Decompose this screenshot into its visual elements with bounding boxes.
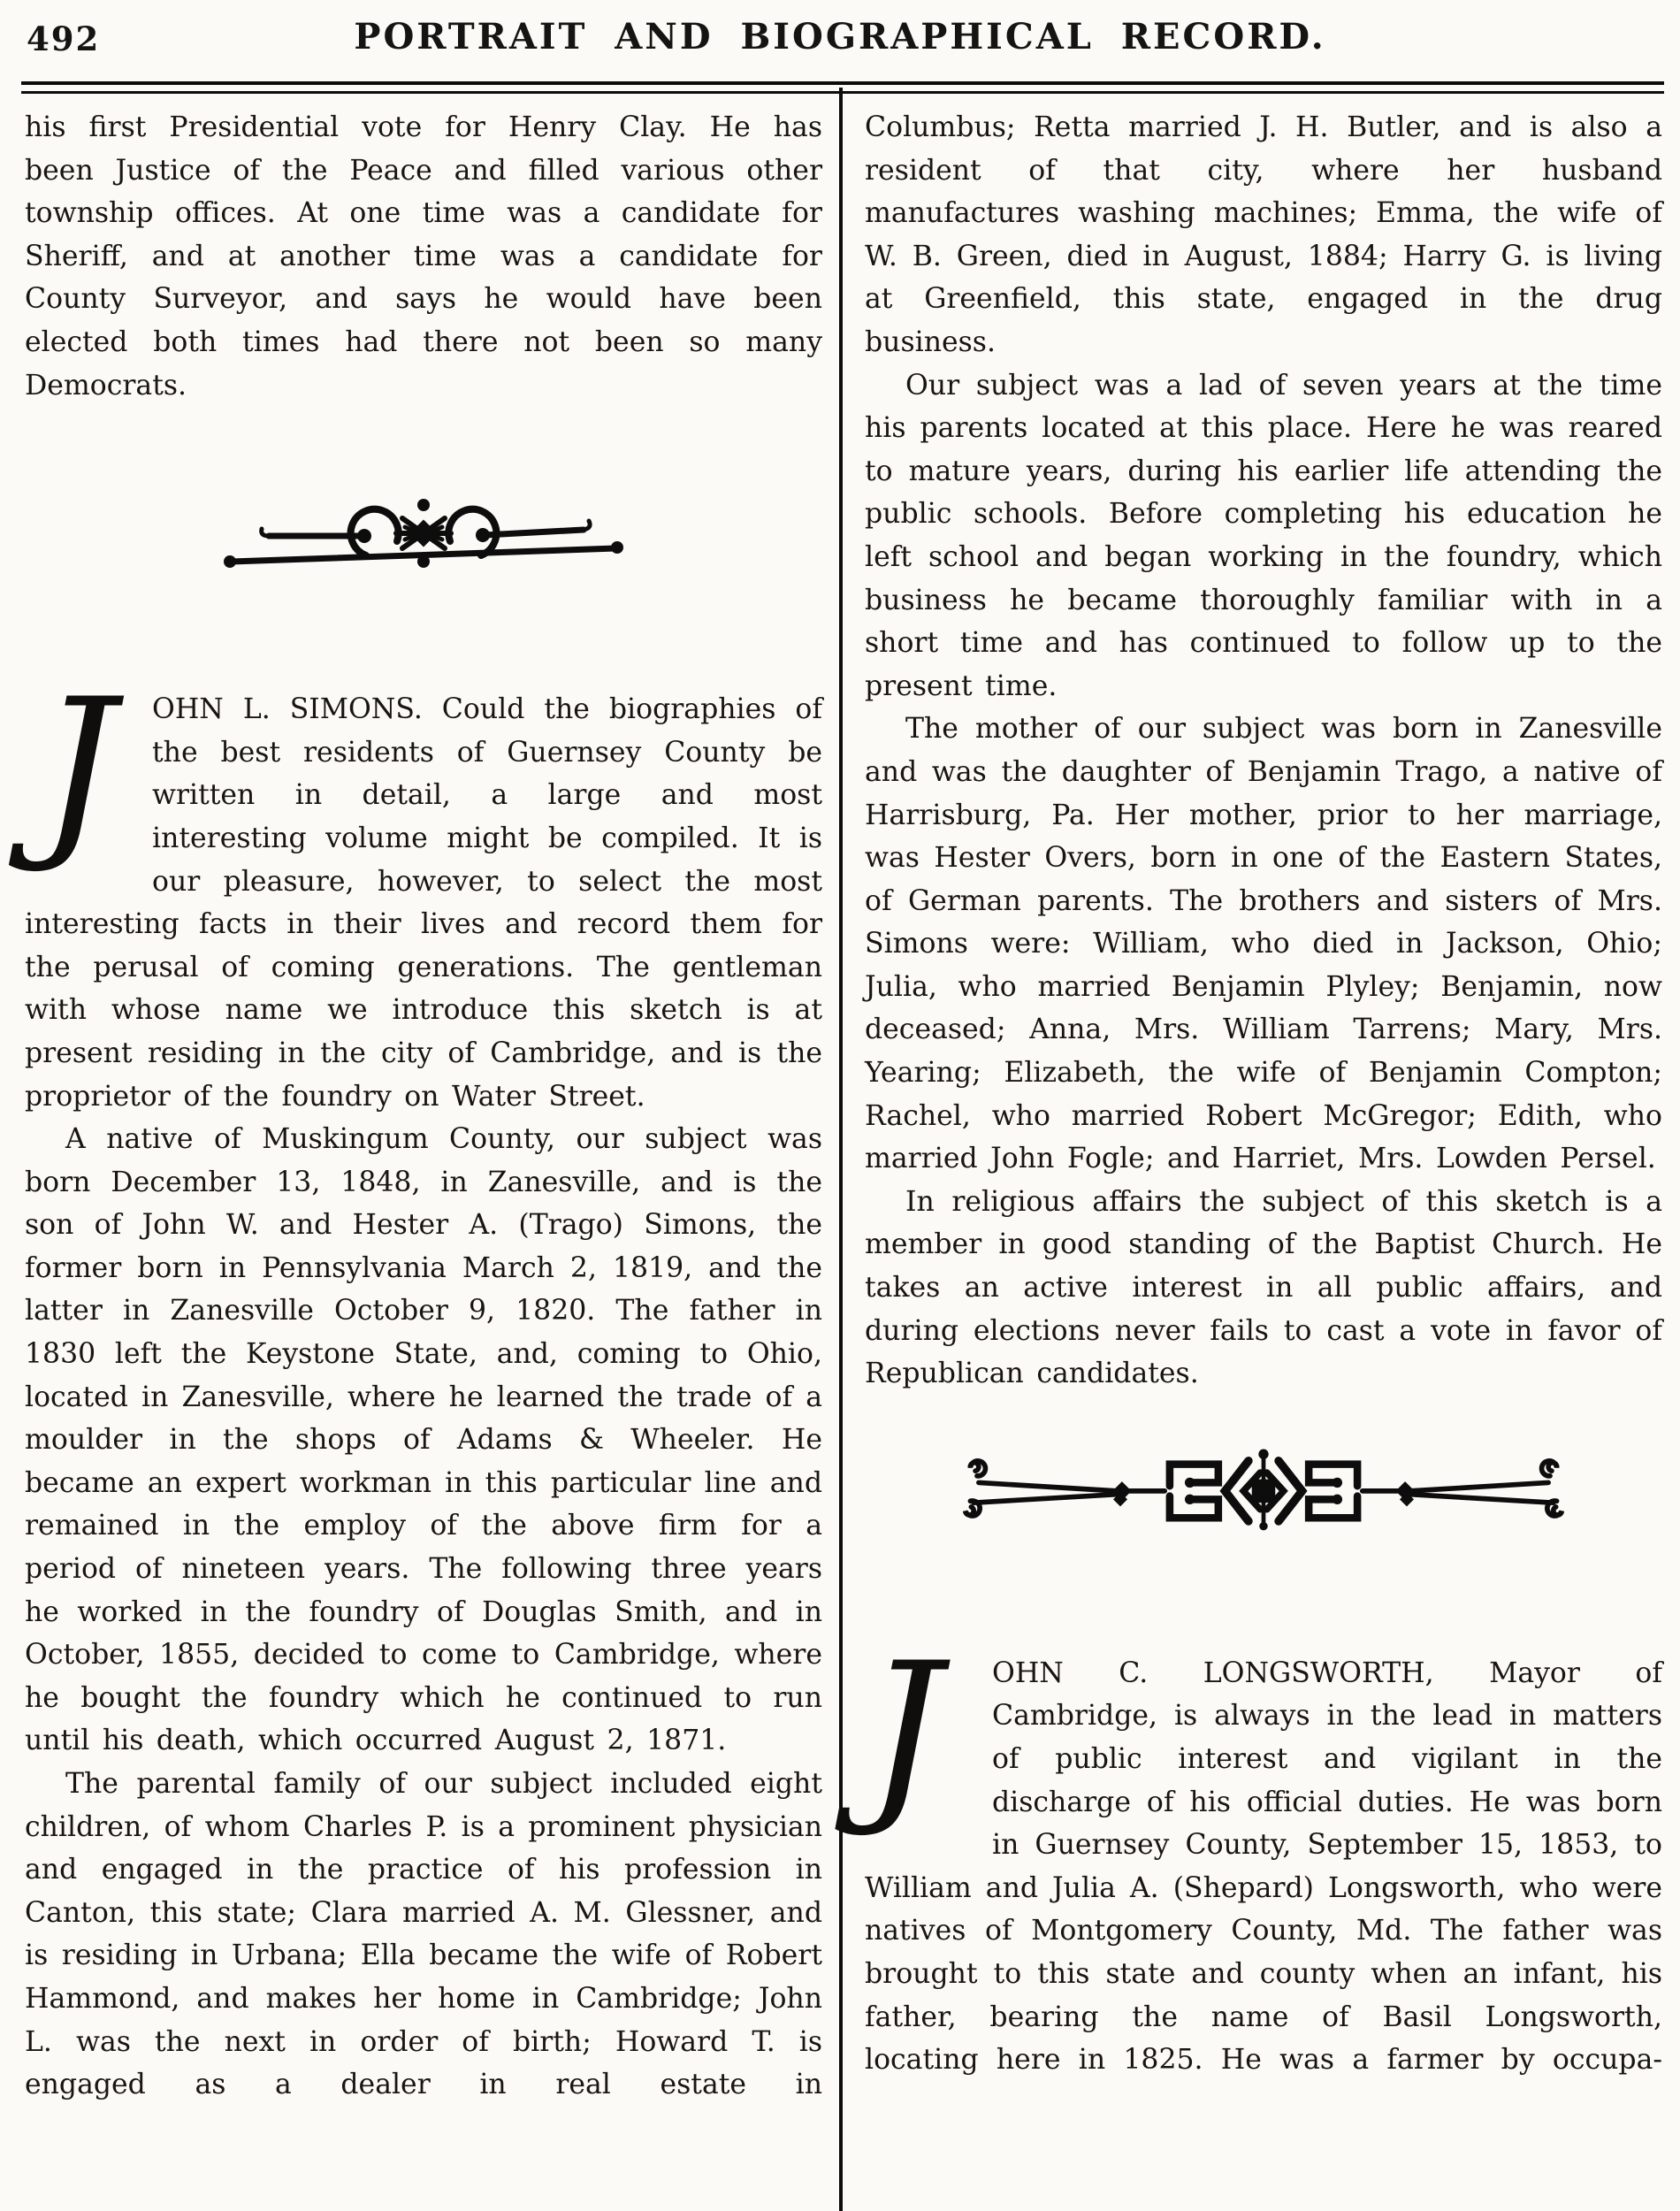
scroll-flourish-divider-icon: [214, 492, 633, 577]
longsworth-drop-cap: J: [867, 1621, 942, 1840]
simons-paragraph-4: Our subject was a lad of seven years at the time his parents located at this place. Here he was reared to mature years, during his earlier life attending the public schools. Before completing his education he left school and began working in the foundry, which business he became thoroughly familiar with in a short time and has continued to follow up to the present time.: [865, 369, 1662, 702]
continuation-paragraph-right: Columbus; Retta married J. H. Butler, and is also a resident of that city, where her husband manufactures washing machines; Emma, the wife of W. B. Green, died in August, 1884; Harry G. is living at Greenfield, this state, engaged in the drug business.: [865, 111, 1662, 358]
longsworth-opening-paragraph: [865, 1621, 1662, 2082]
arrow-scroll-divider-icon: [945, 1440, 1582, 1539]
header-rule: [21, 81, 1664, 94]
simons-opening-text: OHN L. SIMONS. Could the biographies of the best residents of Guernsey County be written in detail, a large and most interesting volume might be compiled. It is our pleasure, however, to select the most interesting facts in their lives and record them for the perusal of coming generations. The gentleman with whose name we introduce this sketch is at present residing in the city of Cambridge, and is the proprietor of the foundry on Water Street.: [25, 693, 822, 1113]
continuation-paragraph: his first Presidential vote for Henry Clay. He has been Justice of the Peace and filled various other township offices. At one time was a candidate for Sheriff, and at another time was a candidate for County Surveyor, and says he would have been elected both times had there not been so many Democrats.: [25, 111, 822, 402]
simons-opening-paragraph: [25, 658, 822, 1118]
simons-paragraph-6: In religious affairs the subject of this sketch is a member in good standing of the Baptist Church. He takes an active interest in all public affairs, and during elections never fails to cast a vote in favor of Republican candidates.: [865, 1185, 1662, 1390]
longsworth-opening-text: OHN C. LONGSWORTH, Mayor of Cambridge, is always in the lead in matters of public interest and vigilant in the discharge of his official duties. He was born in Guernsey County, September 15, 1853, to William and Julia A. (Shepard) Longsworth, who were natives of Montgomery County, Md. The father was brought to this state and county when an infant, his father, bearing the name of Basil Longsworth, locating here in 1825. He was a farmer by occupa-: [865, 1656, 1662, 2077]
column-divider-rule: [839, 88, 843, 2211]
simons-paragraph-5: The mother of our subject was born in Zanesville and was the daughter of Benjamin Trago, a native of Harrisburg, Pa. Her mother, prior to her marriage, was Hester Overs, born in one of the Eastern States, of German parents. The brothers and sisters of Mrs. Simons were: William, who died in Jackson, Ohio; Julia, who married Benjamin Plyley; Benjamin, now deceased; Anna, Mrs. William Tarrens; Mary, Mrs. Yearing; Elizabeth, the wife of Benjamin Compton; Rachel, who married Robert McGregor; Edith, who married John Fogle; and Harriet, Mrs. Lowden Persel.: [865, 713, 1662, 1175]
page-title: PORTRAIT AND BIOGRAPHICAL RECORD.: [354, 16, 1326, 57]
page-number: 492: [27, 19, 101, 58]
simons-paragraph-3: The parental family of our subject included eight children, of whom Charles P. is a prominent physician and engaged in the practice of his profession in Canton, this state; Clara married A. M. Glessner, and is residing in Urbana; Ella became the wife of Robert Hammond, and makes her home in Cambridge; John L. was the next in order of birth; Howard T. is engaged as a dealer in real estate in: [25, 1768, 822, 2101]
right-column: [865, 106, 1662, 2082]
left-column: [25, 106, 822, 2107]
simons-paragraph-2: A native of Muskingum County, our subject was born December 13, 1848, in Zanesville, and is the son of John W. and Hester A. (Trago) Simons, the former born in Pennsylvania March 2, 1819, and the latter in Zanesville October 9, 1820. The father in 1830 left the Keystone State, and, coming to Ohio, located in Zanesville, where he learned the trade of a moulder in the shops of Adams & Wheeler. He became an expert workman in this particular line and remained in the employ of the above firm for a period of nineteen years. The following three years he worked in the foundry of Douglas Smith, and in October, 1855, decided to come to Cambridge, where he bought the foundry which he continued to run until his death, which occurred August 2, 1871.: [25, 1123, 822, 1757]
simons-drop-cap: J: [40, 658, 116, 877]
